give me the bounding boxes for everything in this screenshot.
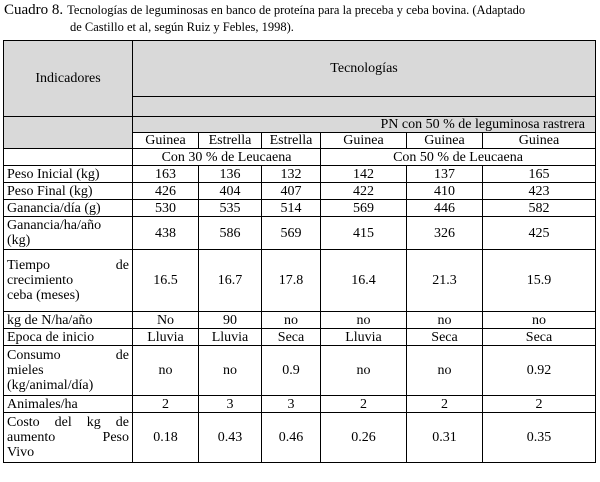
row-label [4, 346, 133, 396]
value-cell: 2 [321, 396, 407, 413]
value-cell: Seca [483, 329, 596, 346]
value-cell: 446 [407, 200, 483, 217]
value-cell: 3 [262, 396, 321, 413]
value-cell: 165 [483, 166, 596, 183]
row-label: kg de N/ha/año [4, 312, 133, 329]
value-cell: no [199, 346, 262, 396]
row-label-line: aumento Peso [7, 430, 129, 445]
table-row [4, 217, 596, 250]
row-label-line: Costo del kg de [7, 415, 129, 430]
value-cell: 423 [483, 183, 596, 200]
row-label-line: crecimiento [7, 273, 74, 288]
indicators-table [3, 40, 596, 463]
row-label: Ganancia/día (g) [4, 200, 133, 217]
value-cell: 0.35 [483, 413, 596, 463]
value-cell: 426 [133, 183, 199, 200]
pasture-header: Guinea [133, 133, 199, 149]
table-row [4, 396, 596, 413]
value-cell: no [407, 346, 483, 396]
value-cell: 569 [262, 217, 321, 250]
row-label: Epoca de inicio [4, 329, 133, 346]
table-row [4, 200, 596, 217]
table-row [4, 166, 596, 183]
value-cell: 90 [199, 312, 262, 329]
value-cell: Seca [407, 329, 483, 346]
value-cell: 422 [321, 183, 407, 200]
table-row [4, 413, 596, 463]
value-cell: 2 [483, 396, 596, 413]
value-cell: 438 [133, 217, 199, 250]
value-cell: 586 [199, 217, 262, 250]
value-cell: Lluvia [321, 329, 407, 346]
value-cell: 582 [483, 200, 596, 217]
value-cell: 569 [321, 200, 407, 217]
value-cell: No [133, 312, 199, 329]
value-cell: 407 [262, 183, 321, 200]
table-row [4, 183, 596, 200]
value-cell: 163 [133, 166, 199, 183]
value-cell: 16.5 [133, 250, 199, 312]
tecnologias-header: Tecnologías [133, 41, 596, 97]
value-cell: 132 [262, 166, 321, 183]
table-row [4, 312, 596, 329]
caption-title-line2: de Castillo et al, según Ruiz y Febles, 1998). [70, 20, 294, 34]
value-cell: no [483, 312, 596, 329]
value-cell: 142 [321, 166, 407, 183]
value-cell: 404 [199, 183, 262, 200]
row-label-line: Vivo [7, 445, 35, 460]
pn-group-header: PN con 50 % de leguminosa rastrera [133, 117, 596, 133]
value-cell: 16.4 [321, 250, 407, 312]
row-label-line: Consumo de [7, 348, 129, 363]
pasture-header: Guinea [407, 133, 483, 149]
row-label-line: Ganancia/ha/año [7, 218, 102, 233]
value-cell: no [321, 346, 407, 396]
row-label-line: (kg/animal/día) [7, 378, 94, 393]
value-cell: 16.7 [199, 250, 262, 312]
value-cell: 2 [133, 396, 199, 413]
value-cell: 535 [199, 200, 262, 217]
row-label-line: (kg) [7, 233, 31, 248]
value-cell: 136 [199, 166, 262, 183]
row-label-line: ceba (meses) [7, 288, 80, 303]
row-label [4, 413, 133, 463]
row-label-line: mieles [7, 363, 44, 378]
value-cell: 425 [483, 217, 596, 250]
caption-label: Cuadro 8. [4, 2, 64, 18]
value-cell: 21.3 [407, 250, 483, 312]
value-cell: 0.9 [262, 346, 321, 396]
value-cell: 326 [407, 217, 483, 250]
row-label: Peso Final (kg) [4, 183, 133, 200]
value-cell: 514 [262, 200, 321, 217]
header-spacer [133, 97, 596, 117]
row-label: Animales/ha [4, 396, 133, 413]
table-row [4, 250, 596, 312]
value-cell: 3 [199, 396, 262, 413]
value-cell: no [133, 346, 199, 396]
value-cell: Seca [262, 329, 321, 346]
value-cell: 0.43 [199, 413, 262, 463]
caption-title-line1: Tecnologías de leguminosas en banco de proteína para la preceba y ceba bovina. (Adaptado [67, 3, 526, 17]
value-cell: 0.31 [407, 413, 483, 463]
pasture-header: Estrella [262, 133, 321, 149]
value-cell: 0.26 [321, 413, 407, 463]
value-cell: 0.18 [133, 413, 199, 463]
value-cell: no [321, 312, 407, 329]
row-label: Peso Inicial (kg) [4, 166, 133, 183]
value-cell: 415 [321, 217, 407, 250]
value-cell: 17.8 [262, 250, 321, 312]
value-cell: 2 [407, 396, 483, 413]
value-cell: 0.92 [483, 346, 596, 396]
table-row [4, 346, 596, 396]
value-cell: 410 [407, 183, 483, 200]
value-cell: 137 [407, 166, 483, 183]
value-cell: no [262, 312, 321, 329]
leucaena-50-header: Con 50 % de Leucaena [321, 149, 596, 166]
indicadores-header: Indicadores [4, 41, 133, 117]
table-caption [4, 2, 598, 34]
pasture-header: Guinea [321, 133, 407, 149]
pasture-header: Guinea [483, 133, 596, 149]
value-cell: 530 [133, 200, 199, 217]
pasture-header: Estrella [199, 133, 262, 149]
table-row [4, 329, 596, 346]
leucaena-row-label [4, 149, 133, 166]
row-label [4, 217, 133, 250]
value-cell: Lluvia [133, 329, 199, 346]
leucaena-30-header: Con 30 % de Leucaena [133, 149, 321, 166]
header-blank-cell [4, 117, 133, 149]
value-cell: no [407, 312, 483, 329]
row-label-line: Tiempo de [7, 258, 129, 273]
value-cell: 15.9 [483, 250, 596, 312]
value-cell: Lluvia [199, 329, 262, 346]
row-label [4, 250, 133, 312]
value-cell: 0.46 [262, 413, 321, 463]
